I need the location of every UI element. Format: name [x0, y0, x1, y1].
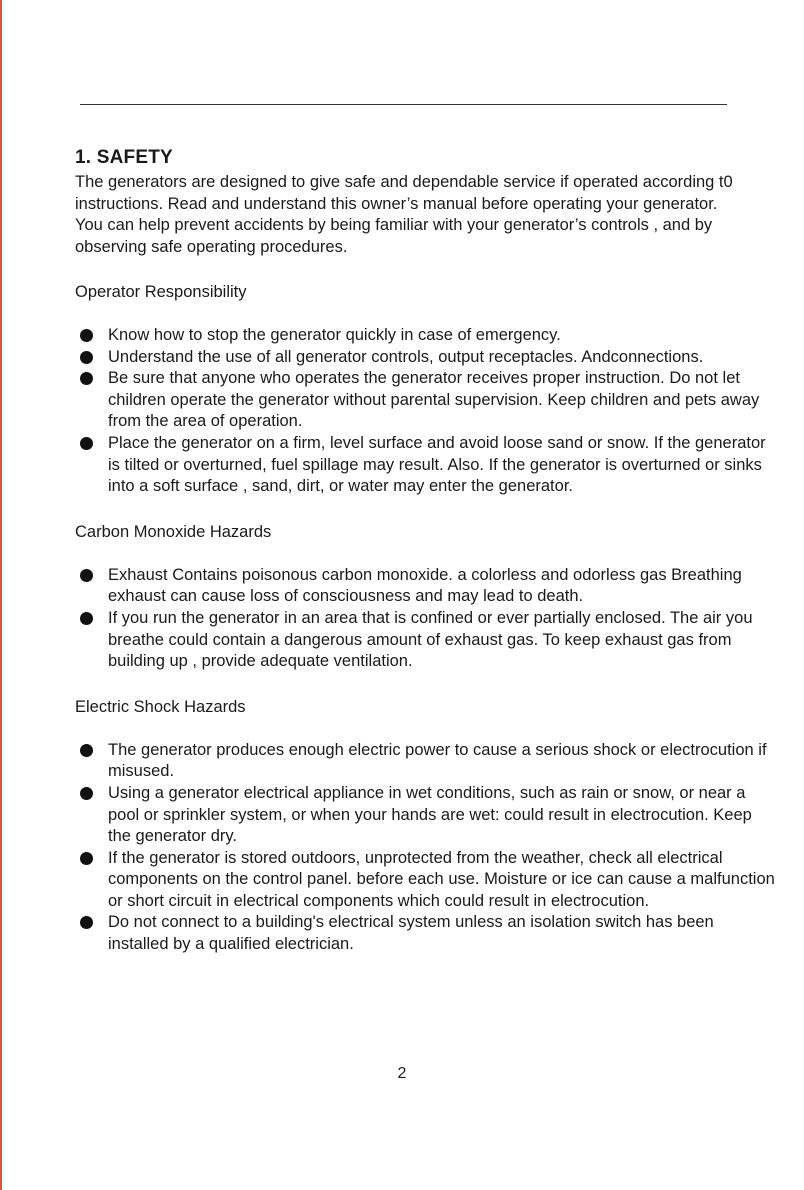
operator-responsibility-section [75, 281, 775, 498]
page-left-edge [0, 0, 2, 1190]
list-item [75, 912, 775, 955]
list-item [75, 740, 775, 783]
bullet-icon [80, 351, 93, 364]
list-item-text: If the generator is stored outdoors, unprotected from the weather, check all electrical components on the control panel. before each use. Moisture or ice can cause a malfunction or short circuit in electrical components which could result in electrocution. [108, 848, 775, 910]
section-heading: 1. SAFETY [75, 147, 173, 168]
carbon-monoxide-section [75, 521, 775, 673]
list-item [75, 325, 775, 347]
bullet-list [75, 325, 775, 498]
list-item [75, 608, 775, 673]
list-item [75, 783, 775, 848]
list-item-text: Know how to stop the generator quickly in case of emergency. [108, 326, 561, 344]
list-item [75, 848, 775, 913]
list-item-text: The generator produces enough electric power to cause a serious shock or electrocution if misused. [108, 740, 767, 781]
bullet-icon [80, 569, 93, 582]
list-item-text: Place the generator on a firm, level surface and avoid loose sand or snow. If the generator is tilted or overturned, fuel spillage may result. Also. If the generator is overturned or sinks into a soft surface , sand, dirt, or water may enter the generator. [108, 433, 766, 496]
bullet-icon [80, 329, 93, 342]
bullet-list [75, 740, 775, 956]
list-item [75, 347, 775, 369]
bullet-icon [80, 372, 93, 385]
list-item [75, 433, 775, 498]
list-item [75, 565, 775, 608]
list-item [75, 368, 775, 433]
electric-shock-section [75, 696, 775, 956]
section-title: Electric Shock Hazards [75, 697, 246, 716]
list-item-text: Understand the use of all generator controls, output receptacles. Andconnections. [108, 347, 704, 366]
section-title: Operator Responsibility [75, 283, 247, 301]
bullet-icon [80, 787, 93, 800]
header-rule [80, 104, 727, 105]
list-item-text: Exhaust Contains poisonous carbon monoxide. a colorless and odorless gas Breathing exhaust can cause loss of consciousness and may lead to death. [108, 565, 742, 606]
bullet-icon [80, 744, 93, 757]
bullet-icon [80, 916, 93, 929]
list-item-text: Do not connect to a building's electrical system unless an isolation switch has been installed by a qualified electrician. [108, 913, 714, 954]
intro-paragraph: The generators are designed to give safe and dependable service if operated according t0 instructions. Read and understand this owner’s manual before operating your generator. You can help prevent accidents by being familiar with your generator’s controls , and by observing safe operating procedures. [75, 173, 733, 256]
list-item-text: If you run the generator in an area that is confined or ever partially enclosed. The air you breathe could contain a dangerous amount of exhaust gas. To keep exhaust gas from building up , provide adequate ventilation. [108, 608, 753, 671]
bullet-icon [80, 612, 93, 625]
bullet-list [75, 565, 775, 673]
list-item-text: Be sure that anyone who operates the generator receives proper instruction. Do not let children operate the generator without parental supervision. Keep children and pets away from the area of operation. [108, 369, 760, 431]
list-item-text: Using a generator electrical appliance in wet conditions, such as rain or snow, or near a pool or sprinkler system, or when your hands are wet: could result in electrocution. Keep the generator dry. [108, 783, 752, 846]
page-content [75, 146, 775, 956]
bullet-icon [80, 437, 93, 450]
bullet-icon [80, 852, 93, 865]
section-title: Carbon Monoxide Hazards [75, 522, 272, 541]
page-number: 2 [397, 1065, 407, 1082]
